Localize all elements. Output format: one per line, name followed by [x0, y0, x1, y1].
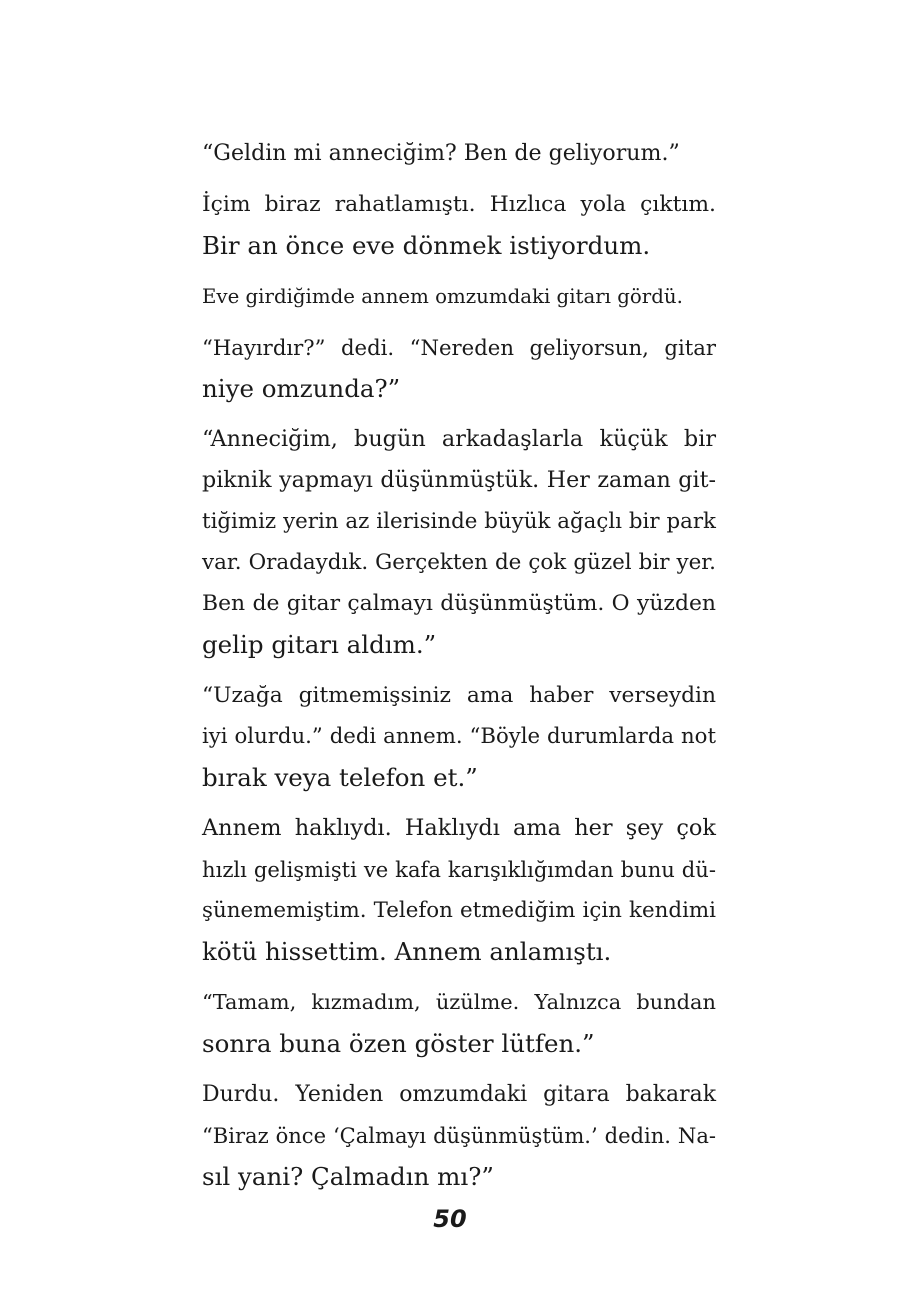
text-line: var. Oradaydık. Gerçekten de çok güzel bir yer.: [202, 550, 716, 575]
text-line: şünememiştim. Telefon etmediğim için kendimi: [202, 898, 716, 923]
paragraph-9: [168, 1074, 716, 1197]
text-line: “Geldin mi anneciğim? Ben de geliyorum.”: [202, 140, 680, 166]
paragraph-5: [168, 419, 716, 665]
text-line: Annem haklıydı. Haklıydı ama her şey çok: [202, 815, 716, 841]
text-line: Bir an önce eve dönmek istiyordum.: [202, 231, 651, 260]
paragraph-3: [168, 276, 716, 317]
text-line: gelip gitarı aldım.”: [202, 630, 437, 659]
text-line: bırak veya telefon et.”: [202, 763, 478, 792]
text-line: Ben de gitar çalmayı düşünmüştüm. O yüzden: [202, 591, 716, 616]
text-line: Eve girdiğimde annem omzumdaki gitarı gördü.: [202, 285, 683, 308]
text-line: “Hayırdır?” dedi. “Nereden geliyorsun, gitar: [202, 335, 716, 360]
paragraph-8: [168, 982, 716, 1064]
text-line: iyi olurdu.” dedi annem. “Böyle durumlarda not: [202, 724, 716, 749]
text-line: İçim biraz rahatlamıştı. Hızlıca yola çıktım.: [202, 192, 716, 217]
text-line: niye omzunda?”: [202, 374, 401, 403]
text-line: kötü hissettim. Annem anlamıştı.: [202, 937, 612, 966]
page-number: 50: [433, 1205, 467, 1233]
body-text: [168, 133, 716, 1207]
text-line: “Uzağa gitmemişsiniz ama haber verseydin: [202, 683, 716, 708]
text-line: “Biraz önce ‘Çalmayı düşünmüştüm.’ dedin. Na-: [202, 1123, 716, 1148]
text-line: sıl yani? Çalmadın mı?”: [202, 1162, 494, 1191]
text-line: piknik yapmayı düşünmüştük. Her zaman git-: [202, 467, 716, 493]
text-line: “Tamam, kızmadım, üzülme. Yalnızca bundan: [202, 990, 716, 1014]
text-line: “Anneciğim, bugün arkadaşlarla küçük bir: [202, 426, 716, 452]
paragraph-4: [168, 327, 716, 409]
paragraph-1: [168, 133, 716, 174]
text-line: tiğimiz yerin az ilerisinde büyük ağaçlı bir park: [202, 509, 716, 534]
text-line: Durdu. Yeniden omzumdaki gitara bakarak: [202, 1082, 716, 1107]
text-line: hızlı gelişmişti ve kafa karışıklığımdan bunu dü-: [202, 857, 716, 882]
text-line: sonra buna özen göster lütfen.”: [202, 1029, 595, 1058]
paragraph-7: [168, 808, 716, 972]
paragraph-2: [168, 184, 716, 266]
paragraph-6: [168, 675, 716, 798]
